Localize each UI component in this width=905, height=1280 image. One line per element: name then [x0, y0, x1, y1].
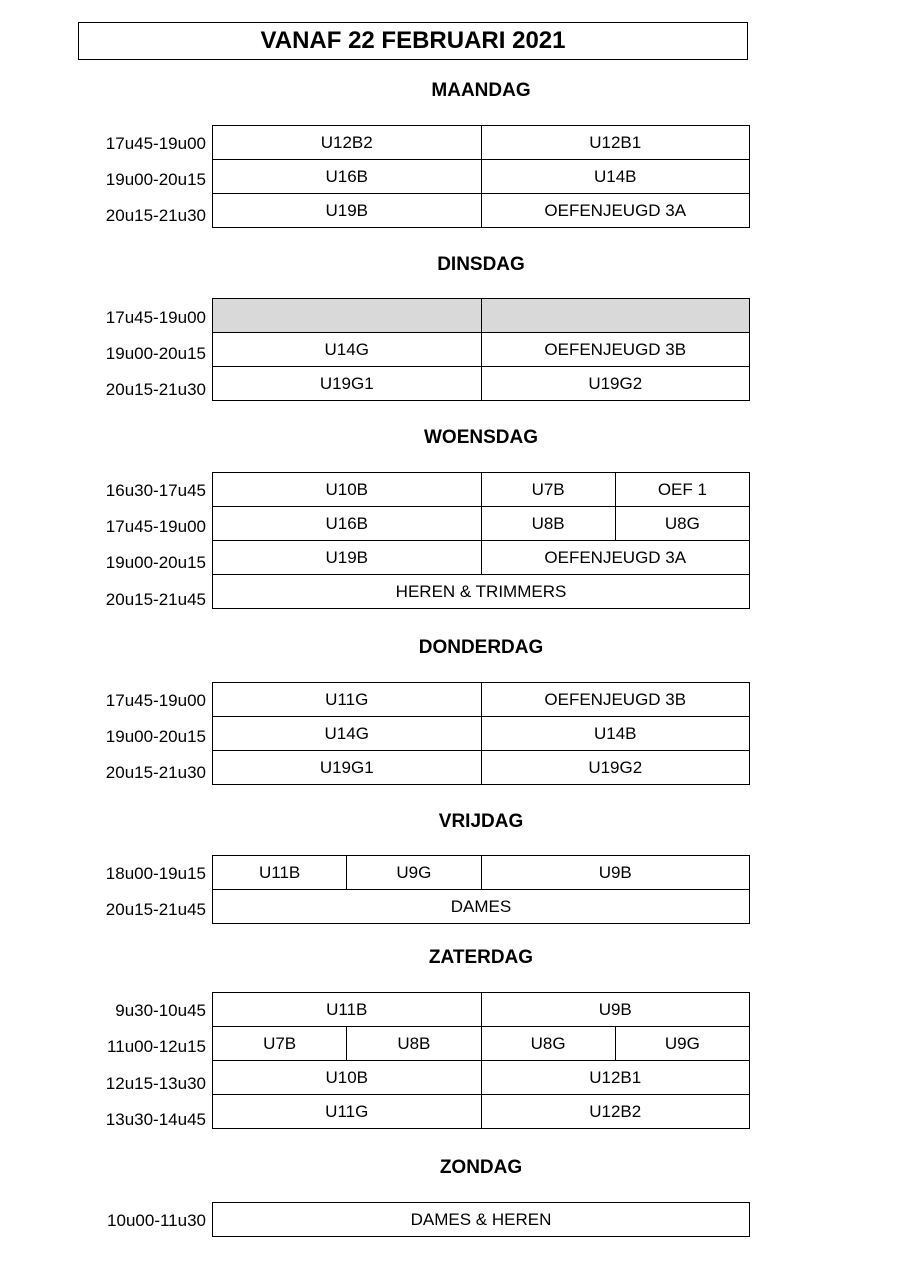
schedule-table-zaterdag — [212, 992, 750, 1129]
table-row — [213, 299, 750, 333]
table-row — [213, 890, 750, 924]
table-cell: U9G — [615, 1027, 749, 1061]
table-cell: OEF 1 — [615, 473, 749, 507]
table-cell: U12B2 — [481, 1095, 750, 1129]
schedule-table-donderdag — [212, 682, 750, 785]
table-cell: U8G — [615, 507, 749, 541]
table-cell: U10B — [213, 473, 482, 507]
table-cell: U16B — [213, 507, 482, 541]
table-cell: OEFENJEUGD 3A — [481, 541, 750, 575]
table-cell: U12B1 — [481, 126, 750, 160]
time-label: 10u00-11u30 — [107, 1211, 206, 1230]
table-row — [213, 473, 750, 507]
table-row — [213, 856, 750, 890]
table-row — [213, 751, 750, 785]
table-cell: U8B — [347, 1027, 481, 1061]
time-label: 19u00-20u15 — [105, 553, 206, 572]
day-heading-dinsdag: DINSDAG — [437, 254, 525, 275]
table-cell: U16B — [213, 160, 482, 194]
time-label: 17u45-19u00 — [105, 691, 206, 710]
time-label: 19u00-20u15 — [105, 170, 206, 189]
table-cell: U14G — [213, 717, 482, 751]
table-cell: U7B — [481, 473, 615, 507]
table-cell: U9B — [481, 993, 750, 1027]
table-cell: U10B — [213, 1061, 482, 1095]
table-cell: OEFENJEUGD 3B — [481, 333, 750, 367]
table-row — [213, 717, 750, 751]
time-label: 17u45-19u00 — [105, 517, 206, 536]
table-row — [213, 1095, 750, 1129]
table-row — [213, 1027, 750, 1061]
table-cell: DAMES & HEREN — [213, 1203, 750, 1237]
time-label: 20u15-21u30 — [105, 763, 206, 782]
table-cell: U19G1 — [213, 367, 482, 401]
time-label: 11u00-12u15 — [107, 1037, 206, 1056]
time-label: 19u00-20u15 — [105, 344, 206, 363]
time-label: 17u45-19u00 — [105, 308, 206, 327]
day-heading-maandag: MAANDAG — [431, 80, 531, 101]
time-label: 19u00-20u15 — [105, 727, 206, 746]
table-cell-empty — [213, 299, 482, 333]
day-heading-zaterdag: ZATERDAG — [428, 947, 534, 968]
table-cell: U12B2 — [213, 126, 482, 160]
table-cell: U19G1 — [213, 751, 482, 785]
table-cell: U14B — [481, 160, 750, 194]
table-row — [213, 333, 750, 367]
table-cell: U11G — [213, 683, 482, 717]
table-row — [213, 541, 750, 575]
table-cell-empty — [481, 299, 750, 333]
table-row — [213, 683, 750, 717]
table-cell: U19G2 — [481, 751, 750, 785]
time-label: 20u15-21u30 — [105, 206, 206, 225]
schedule-table-zondag — [212, 1202, 750, 1237]
time-label: 16u30-17u45 — [105, 481, 206, 500]
time-label: 9u30-10u45 — [115, 1001, 206, 1020]
day-heading-woensdag: WOENSDAG — [424, 427, 538, 448]
table-row — [213, 160, 750, 194]
table-cell: U19G2 — [481, 367, 750, 401]
table-row — [213, 993, 750, 1027]
table-cell: U7B — [213, 1027, 347, 1061]
table-cell: U9G — [347, 856, 481, 890]
table-cell: U11B — [213, 993, 482, 1027]
day-heading-zondag: ZONDAG — [439, 1157, 523, 1178]
time-label: 13u30-14u45 — [105, 1110, 206, 1129]
table-cell: U19B — [213, 194, 482, 228]
time-label: 20u15-21u30 — [105, 380, 206, 399]
time-label: 20u15-21u45 — [105, 900, 206, 919]
table-row — [213, 126, 750, 160]
table-cell: U9B — [481, 856, 750, 890]
table-cell: U14G — [213, 333, 482, 367]
table-row — [213, 575, 750, 609]
time-label: 18u00-19u15 — [105, 864, 206, 883]
schedule-table-vrijdag — [212, 855, 750, 924]
time-label: 20u15-21u45 — [105, 590, 206, 609]
table-cell: U12B1 — [481, 1061, 750, 1095]
day-heading-vrijdag: VRIJDAG — [438, 811, 524, 832]
table-cell: U11G — [213, 1095, 482, 1129]
day-heading-donderdag: DONDERDAG — [418, 637, 544, 658]
schedule-table-dinsdag — [212, 298, 750, 401]
table-cell: U11B — [213, 856, 347, 890]
table-cell: HEREN & TRIMMERS — [213, 575, 750, 609]
table-row — [213, 1203, 750, 1237]
table-cell: DAMES — [213, 890, 750, 924]
table-row — [213, 507, 750, 541]
table-cell: U8G — [481, 1027, 615, 1061]
schedule-table-woensdag — [212, 472, 750, 609]
table-cell: OEFENJEUGD 3A — [481, 194, 750, 228]
table-cell: OEFENJEUGD 3B — [481, 683, 750, 717]
table-cell: U14B — [481, 717, 750, 751]
table-cell: U8B — [481, 507, 615, 541]
table-row — [213, 1061, 750, 1095]
table-row — [213, 367, 750, 401]
table-cell: U19B — [213, 541, 482, 575]
table-row — [213, 194, 750, 228]
page-title: VANAF 22 FEBRUARI 2021 — [78, 22, 748, 60]
schedule-table-maandag — [212, 125, 750, 228]
time-label: 12u15-13u30 — [105, 1074, 206, 1093]
time-label: 17u45-19u00 — [105, 134, 206, 153]
